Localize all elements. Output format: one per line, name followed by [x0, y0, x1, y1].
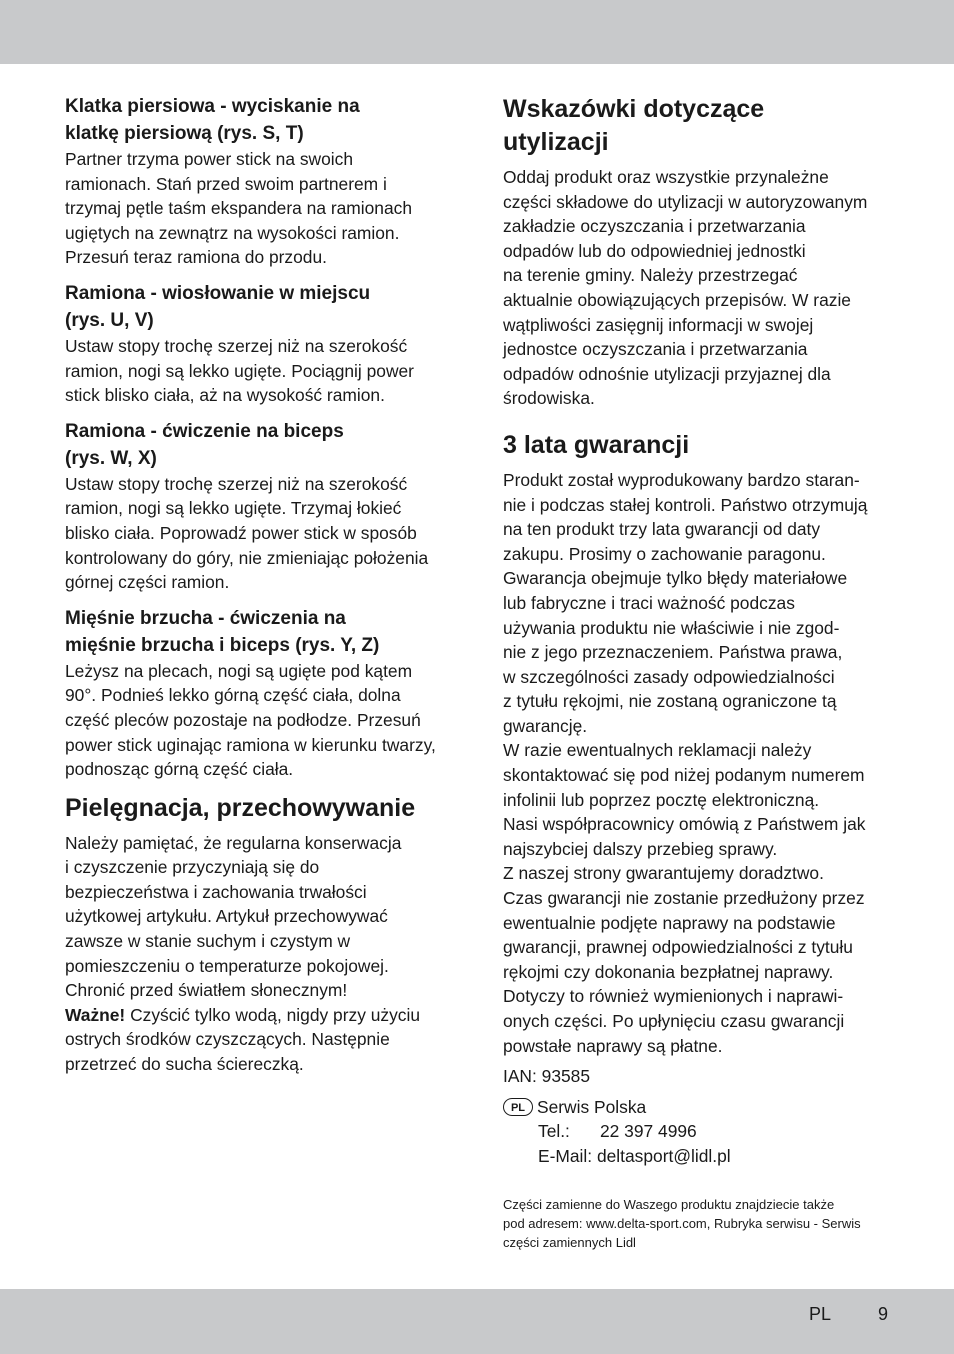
service-email-line	[503, 1144, 895, 1169]
section-title-chest: Klatka piersiowa - wyciskanie na klatkę piersiową (rys. S, T)	[65, 96, 360, 144]
service-tel-line	[503, 1119, 895, 1144]
email-label: E-Mail:	[538, 1145, 593, 1166]
left-column	[65, 93, 457, 1077]
care-body: Należy pamiętać, że regularna konserwacja i czyszczenie przyczyniają się do bezpieczeństwa i zachowania trwałości użytkowej artykułu. Artykuł przechowywać zawsze w stanie suchym i czystym w pomieszczeniu o temperaturze pokojowej. Chronić przed światłem słonecznym!	[65, 832, 402, 1001]
section-body-abs: Leżysz na plecach, nogi są ugięte pod kątem 90°. Podnieś lekko górną część ciała, dolna część pleców pozostaje na podłodze. Przesuń power stick uginając ramiona w kierunku twarzy, podnosząc górną część ciała.	[65, 660, 436, 780]
disposal-body: Oddaj produkt oraz wszystkie przynależne części składowe do utylizacji w autoryzowanym zakładzie oczyszczania i przetwarzania odpadów lub do odpowiedniej jednostki na terenie gminy. Należy przestrzegać aktualnie obowiązujących przepisów. W razie wątpliwości zasięgnij informacji w swojej jednostce oczyszczania i przetwarzania odpadów odnośnie utylizacji przyjaznej dla środowiska.	[503, 167, 868, 409]
section-body-biceps: Ustaw stopy trochę szerzej niż na szerokość ramion, nogi są lekko ugięte. Trzymaj łokieć blisko ciała. Poprowadź power stick w sposób kontrolowany do góry, nie zmieniając położenia górnej części ramion.	[65, 473, 429, 593]
email-value: deltasport@lidl.pl	[596, 1145, 731, 1166]
right-column	[503, 93, 895, 1252]
footer-language: PL	[809, 1304, 832, 1324]
section-title-biceps: Ramiona - ćwiczenie na biceps (rys. W, X)	[65, 420, 344, 469]
spare-parts-note: Części zamienne do Waszego produktu znajdziecie także pod adresem: www.delta-sport.com, Rubryka serwisu - Serwis części zamiennych Lidl	[503, 1196, 861, 1250]
service-name-line	[503, 1095, 895, 1120]
section-title-abs: Mięśnie brzucha - ćwiczenia na mięśnie brzucha i biceps (rys. Y, Z)	[65, 607, 380, 656]
section-body-chest: Partner trzyma power stick na swoich ramionach. Stań przed swoim partnerem i trzymaj pętle taśm ekspandera na ramionach ugiętych na zewnątrz na wysokości ramion. Przesuń teraz ramiona do przodu.	[65, 149, 413, 268]
care-important-text: Czyścić tylko wodą, nigdy przy użyciu ostrych środków czyszczących. Następnie przetrzeć do sucha ściereczką.	[65, 1004, 421, 1075]
tel-label: Tel.:	[538, 1121, 570, 1142]
section-title-arms-rowing: Ramiona - wiosłowanie w miejscu (rys. U, V)	[65, 282, 371, 331]
tel-value: 22 397 4996	[600, 1121, 697, 1142]
care-important-label: Ważne!	[65, 1004, 126, 1025]
country-badge-icon: PL	[503, 1098, 533, 1116]
service-name: Serwis Polska	[537, 1096, 647, 1117]
care-important	[65, 1003, 457, 1077]
warranty-body: Produkt został wyprodukowany bardzo staran- nie i podczas stałej kontroli. Państwo otrzymują na ten produkt trzy lata gwarancji od daty zakupu. Prosimy o zachowanie paragonu. Gwarancja obejmuje tylko błędy materiałowe lub fabryczne i traci ważność podczas używania produktu nie właściwie i nie zgod- nie z jego przeznaczeniem. Państwa prawa, w szczególności zasady odpowiedzialności z tytułu rękojmi, nie zostaną ograniczone tą gwarancję. W razie ewentualnych reklamacji należy skontaktować się pod niżej podanym numerem infolinii lub poprzez pocztę elektroniczną. Nasi współpracownicy omówią z Państwem jak najszybciej dalszy przebieg sprawy. Z naszej strony gwarantujemy doradztwo. Czas gwarancji nie zostanie przedłużony przez ewentualnie podjęte naprawy na podstawie gwarancji, prawnej odpowiedzialności z tytułu rękojmi czy dokonania bezpłatnej naprawy. Dotyczy to również wymienionych i naprawi- onych części. Po upłynięciu czasu gwarancji powstałe naprawy są płatne.	[503, 469, 868, 1056]
heading-disposal: Wskazówki dotyczące utylizacji	[503, 95, 765, 156]
heading-warranty: 3 lata gwarancji	[503, 430, 690, 459]
heading-care-storage: Pielęgnacja, przechowywanie	[65, 793, 416, 822]
ian-number: IAN: 93585	[503, 1066, 591, 1087]
page-number: 9	[878, 1304, 889, 1324]
header-band	[0, 0, 954, 64]
section-body-arms-rowing: Ustaw stopy trochę szerzej niż na szerokość ramion, nogi są lekko ugięte. Pociągnij power stick blisko ciała, aż na wysokość ramion.	[65, 335, 414, 406]
